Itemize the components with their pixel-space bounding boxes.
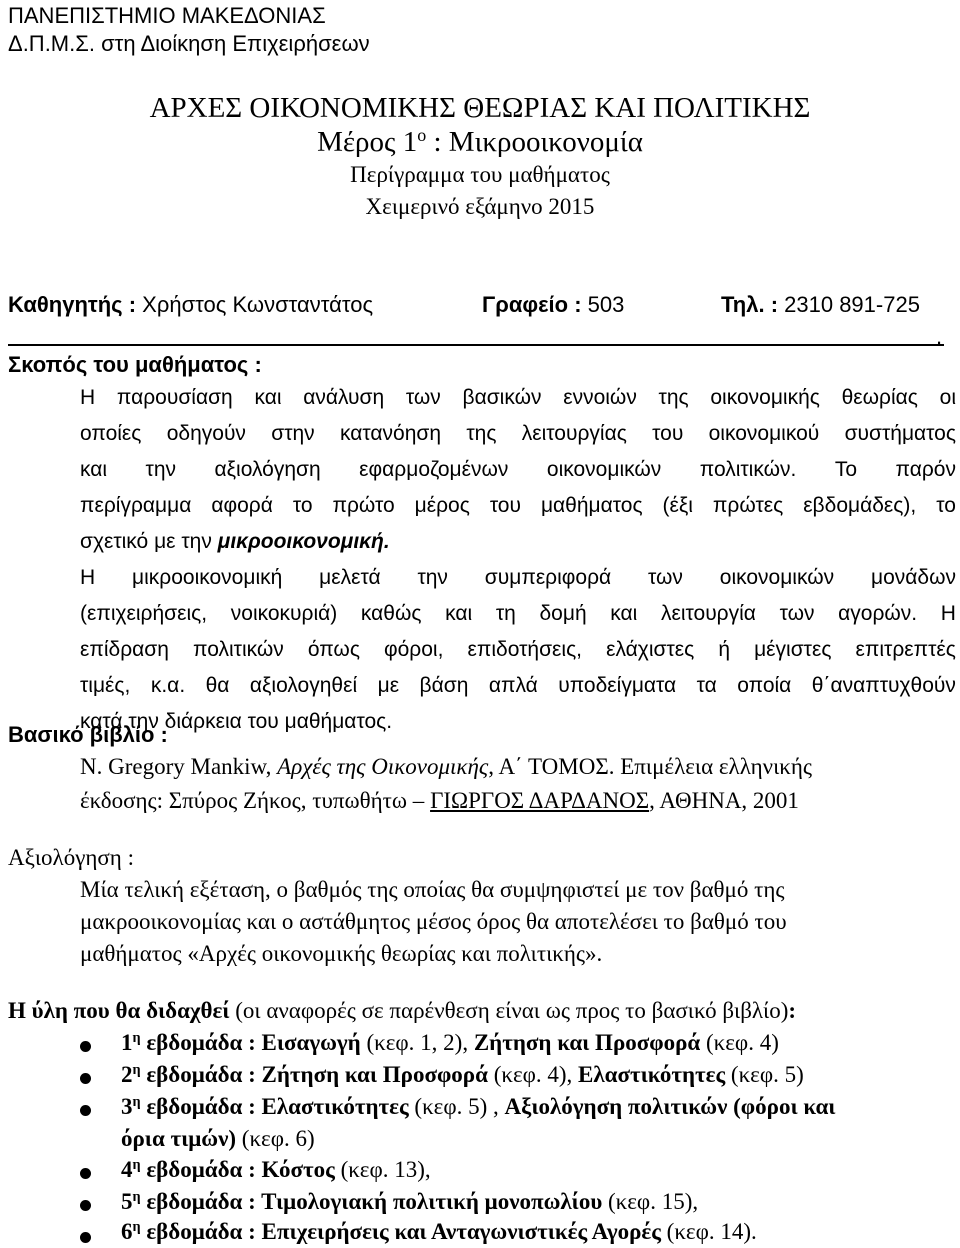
purpose-word: οδηγούν: [166, 422, 246, 445]
purpose-word: πολιτικών: [193, 638, 284, 661]
purpose-word: επιδοτήσεις,: [467, 638, 583, 661]
purpose-word: τιμές,: [80, 674, 131, 697]
purpose-word: βασικών: [462, 386, 542, 409]
purpose-word: πρώτες: [712, 494, 784, 517]
purpose-word: Το: [834, 458, 858, 481]
purpose-word: την: [145, 458, 177, 481]
purpose-word: αφορά: [211, 494, 273, 517]
purpose-word: της: [466, 422, 497, 445]
purpose-word: οι: [939, 386, 956, 409]
purpose-word: Η: [940, 602, 956, 625]
course-outline-subtitle: Περίγραμμα του μαθήματος: [350, 162, 610, 187]
purpose-word: καθώς: [360, 602, 422, 625]
purpose-word: συμπεριφορά: [484, 566, 612, 589]
program-name: Δ.Π.Μ.Σ. στη Διοίκηση Επιχειρήσεων: [8, 31, 370, 56]
assessment-line: Μία τελική εξέταση, ο βαθμός της οποίας θα συμψηφιστεί με τον βαθμό της: [80, 877, 785, 902]
instructor-info: Καθηγητής : Χρήστος Κωνσταντάτος: [8, 292, 374, 317]
purpose-word: ελάχιστες: [606, 638, 695, 661]
purpose-word: τα: [696, 674, 717, 697]
purpose-word: των: [648, 566, 683, 589]
purpose-word: νοικοκυριά): [230, 602, 338, 625]
office-info: Γραφείο : 503: [482, 292, 625, 317]
purpose-word: οποία: [737, 674, 792, 697]
purpose-word: τη: [495, 602, 516, 625]
week-item: $4^\eta$ εβδομάδα : Κόστος (κεφ. 13),: [121, 1157, 431, 1182]
rule-end-dot: .: [936, 324, 943, 349]
horizontal-rule: [8, 344, 944, 346]
bullet-icon: [80, 1041, 91, 1052]
purpose-word: αξιολόγηση: [214, 458, 321, 481]
purpose-word: δομή: [539, 602, 587, 625]
book-edition: έκδοσης: Σπύρος Ζήκος, τυπωθήτω – ΓΙΩΡΓΟΣ ΔΑΡΔΑΝΟΣ, ΑΘΗΝΑ, 2001: [80, 788, 799, 813]
course-part: Μέρος $1^o$ : Μικροοικονομία: [317, 125, 643, 158]
purpose-word: μαθήματος: [540, 494, 643, 517]
purpose-line: [80, 638, 956, 662]
purpose-word: θ΄αναπτυχθούν: [811, 674, 956, 697]
purpose-word: και: [445, 602, 473, 625]
purpose-word: την: [417, 566, 448, 589]
purpose-word: θα: [205, 674, 230, 697]
purpose-word: πολιτικών.: [699, 458, 797, 481]
purpose-line: [80, 566, 956, 590]
purpose-word: μέρος: [414, 494, 470, 517]
purpose-line: [80, 386, 956, 410]
phone-info: Τηλ. : 2310 891-725: [721, 292, 920, 317]
purpose-word: συστήματος: [844, 422, 956, 445]
purpose-word: μέγιστες: [754, 638, 832, 661]
purpose-word: αξιολογηθεί: [249, 674, 358, 697]
week-item: $2^\eta$ εβδομάδα : Ζήτηση και Προσφορά (κεφ. 4), Ελαστικότητες (κεφ. 5): [121, 1062, 804, 1087]
purpose-word: οικονομικών: [719, 566, 835, 589]
purpose-word: πρώτο: [332, 494, 395, 517]
purpose-word: επίδραση: [80, 638, 169, 661]
purpose-word: στην: [271, 422, 315, 445]
bullet-icon: [80, 1168, 91, 1179]
purpose-word: όπως: [307, 638, 360, 661]
purpose-word: φόροι,: [384, 638, 444, 661]
purpose-word: επιτρεπτές: [855, 638, 956, 661]
syllabus-heading: Η ύλη που θα διδαχθεί (οι αναφορές σε παρένθεση είναι ως προς το βασικό βιβλίο):: [8, 998, 797, 1023]
purpose-word: Η: [80, 386, 96, 409]
purpose-word: οποίες: [80, 422, 142, 445]
purpose-word: και: [610, 602, 638, 625]
purpose-word: του: [652, 422, 684, 445]
purpose-line: [80, 674, 956, 698]
purpose-word: βάση: [419, 674, 469, 697]
purpose-word: Η: [80, 566, 96, 589]
purpose-word: μικροοικονομική: [132, 566, 283, 589]
book-heading: Βασικό βιβλίο :: [8, 722, 168, 747]
week-item-continuation: όρια τιμών) (κεφ. 6): [121, 1126, 315, 1151]
purpose-word: εννοιών: [563, 386, 637, 409]
purpose-word: παρουσίαση: [116, 386, 233, 409]
purpose-line: [80, 458, 956, 482]
week-item: $3^\eta$ εβδομάδα : Ελαστικότητες (κεφ. 5) , Αξιολόγηση πολιτικών (φόροι και: [121, 1094, 836, 1119]
purpose-word: του: [489, 494, 521, 517]
bullet-icon: [80, 1073, 91, 1084]
week-item: $1^\eta$ εβδομάδα : Εισαγωγή (κεφ. 1, 2), Ζήτηση και Προσφορά (κεφ. 4): [121, 1030, 779, 1055]
purpose-word: οικονομικού: [708, 422, 820, 445]
purpose-word: της: [658, 386, 689, 409]
purpose-word: κατανόηση: [340, 422, 442, 445]
purpose-word: περίγραμμα: [80, 494, 192, 517]
university-name: ΠΑΝΕΠΙΣΤΗΜΙΟ ΜΑΚΕΔΟΝΙΑΣ: [8, 3, 326, 28]
purpose-word: εφαρμοζομένων: [359, 458, 509, 481]
purpose-word: παρόν: [895, 458, 956, 481]
purpose-word: (επιχειρήσεις,: [80, 602, 208, 625]
purpose-word: το: [292, 494, 313, 517]
purpose-word: εβδομάδες),: [803, 494, 917, 517]
purpose-line: [80, 422, 956, 446]
book-reference: N. Gregory Mankiw, Αρχές της Οικονομικής, Α΄ ΤΟΜΟΣ. Επιμέλεια ελληνικής: [80, 754, 812, 779]
purpose-word: και: [254, 386, 282, 409]
bullet-icon: [80, 1200, 91, 1211]
purpose-word: αγορών.: [838, 602, 918, 625]
assessment-line: μαθήματος «Αρχές οικονομικής θεωρίας και πολιτικής».: [80, 941, 603, 966]
purpose-word: ανάλυση: [303, 386, 385, 409]
purpose-word: μονάδων: [870, 566, 956, 589]
purpose-word: (έξι: [662, 494, 693, 517]
purpose-word: με: [377, 674, 400, 697]
course-title: ΑΡΧΕΣ ΟΙΚΟΝΟΜΙΚΗΣ ΘΕΩΡΙΑΣ ΚΑΙ ΠΟΛΙΤΙΚΗΣ: [149, 92, 811, 124]
purpose-line: [80, 602, 956, 626]
purpose-word: θεωρίας: [841, 386, 918, 409]
assessment-line: μακροοικονομίας και ο αστάθμητος μέσος όρος θα αποτελέσει το βαθμό του: [80, 909, 787, 934]
purpose-word: των: [405, 386, 441, 409]
purpose-word: λειτουργίας: [521, 422, 627, 445]
purpose-word: κ.α.: [150, 674, 186, 697]
purpose-word: οικονομικών: [546, 458, 662, 481]
purpose-word: ή: [718, 638, 730, 661]
bullet-icon: [80, 1105, 91, 1116]
purpose-word: μελετά: [319, 566, 381, 589]
week-item: $6^\eta$ εβδομάδα : Επιχειρήσεις και Ανταγωνιστικές Αγορές (κεφ. 14).: [121, 1219, 757, 1244]
purpose-line: [80, 494, 956, 518]
purpose-word: λειτουργία: [660, 602, 756, 625]
purpose-word: οικονομικής: [710, 386, 820, 409]
bullet-icon: [80, 1232, 91, 1243]
week-item: $5^\eta$ εβδομάδα : Τιμολογιακή πολιτική μονοπωλίου (κεφ. 15),: [121, 1189, 699, 1214]
assessment-heading: Αξιολόγηση :: [8, 845, 134, 870]
purpose-word: το: [936, 494, 956, 517]
purpose-word: υποδείγματα: [558, 674, 677, 697]
purpose-word: απλά: [488, 674, 538, 697]
purpose-heading: Σκοπός του μαθήματος :: [8, 352, 262, 377]
purpose-word: και: [80, 458, 108, 481]
purpose-word: των: [779, 602, 815, 625]
semester: Χειμερινό εξάμηνο 2015: [365, 194, 595, 219]
